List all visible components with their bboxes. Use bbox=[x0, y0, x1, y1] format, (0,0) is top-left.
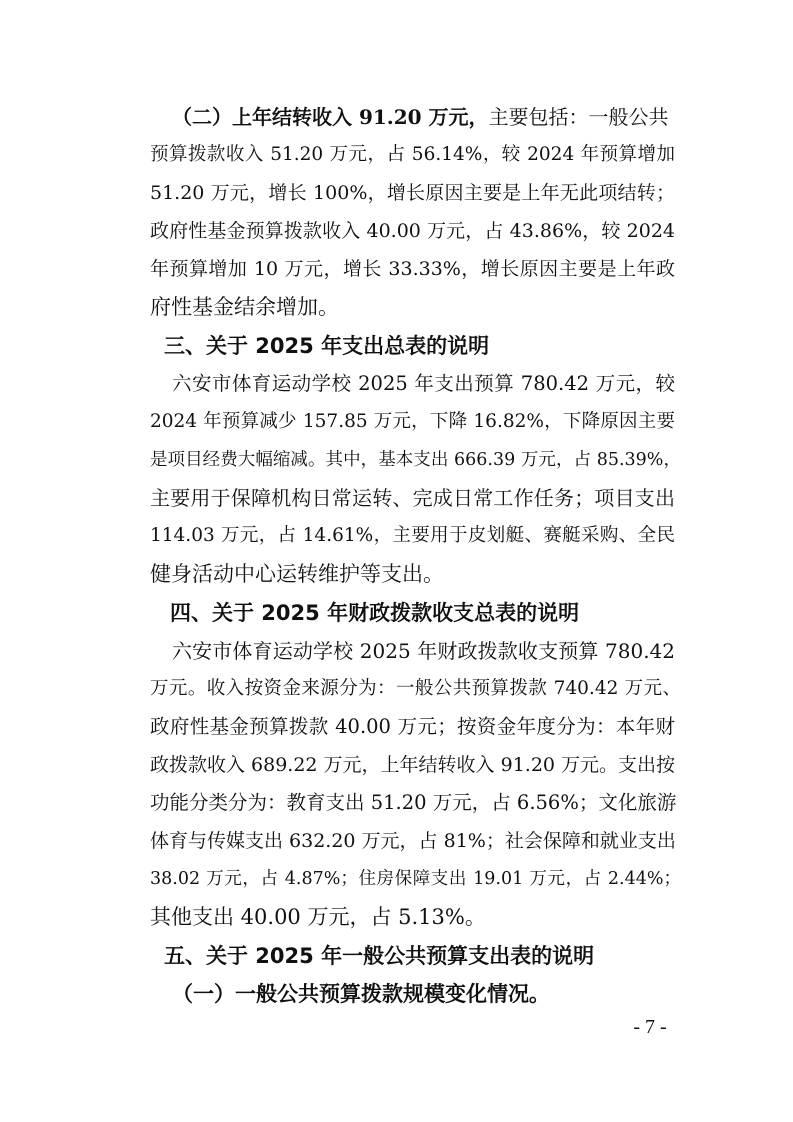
paragraph-fiscal-line-6: 体育与传媒支出 632.20 万元，占 81%；社会保障和就业支出 bbox=[150, 830, 676, 852]
paragraph-expenditure-line-6: 健身活动中心运转维护等支出。 bbox=[150, 562, 444, 586]
paragraph-fiscal-line-7: 38.02 万元，占 4.87%；住房保障支出 19.01 万元，占 2.44%； bbox=[150, 869, 681, 889]
paragraph-carryover-income-line-2: 预算拨款收入 51.20 万元，占 56.14%，较 2024 年预算增加 bbox=[150, 144, 675, 165]
paragraph-expenditure-line-2: 2024 年预算减少 157.85 万元，下降 16.82%，下降原因主要 bbox=[150, 411, 675, 432]
paragraph-carryover-income-line-6: 府性基金结余增加。 bbox=[150, 295, 339, 319]
paragraph-expenditure-line-5: 114.03 万元，占 14.61%，主要用于皮划艇、赛艇采购、全民 bbox=[150, 525, 675, 546]
paragraph-carryover-income-line-4: 政府性基金预算拨款收入 40.00 万元，占 43.86%，较 2024 bbox=[150, 220, 675, 242]
paragraph-fiscal-line-2: 万元。收入按资金来源分为：一般公共预算拨款 740.42 万元、 bbox=[150, 678, 681, 699]
heading-general-budget-expenditure: 五、关于 2025 年一般公共预算支出表的说明 bbox=[164, 944, 595, 968]
heading-fiscal-appropriation-summary: 四、关于 2025 年财政拨款收支总表的说明 bbox=[170, 601, 580, 625]
heading-expenditure-summary: 三、关于 2025 年支出总表的说明 bbox=[164, 334, 490, 358]
paragraph-carryover-income-line-3: 51.20 万元，增长 100%，增长原因主要是上年无此项结转； bbox=[150, 182, 675, 204]
paragraph-fiscal-line-4: 政拨款收入 689.22 万元，上年结转收入 91.20 万元。支出按 bbox=[150, 754, 676, 776]
paragraph-fiscal-line-1: 六安市体育运动学校 2025 年财政拨款收支预算 780.42 bbox=[172, 639, 675, 663]
subheading-general-budget-scale: （一）一般公共预算拨款规模变化情况。 bbox=[172, 982, 550, 1006]
page-number: - 7 - bbox=[633, 1016, 667, 1038]
paragraph-carryover-income-line-5: 年预算增加 10 万元，增长 33.33%，增长原因主要是上年政 bbox=[150, 258, 675, 280]
carryover-income-lead: （二）上年结转收入 91.20 万元， bbox=[172, 105, 489, 129]
paragraph-carryover-income-line-1 bbox=[172, 102, 675, 132]
paragraph-fiscal-line-8: 其他支出 40.00 万元，占 5.13%。 bbox=[150, 905, 486, 929]
paragraph-expenditure-line-4: 主要用于保障机构日常运转、完成日常工作任务；项目支出 bbox=[150, 486, 675, 510]
paragraph-expenditure-line-1: 六安市体育运动学校 2025 年支出预算 780.42 万元，较 bbox=[172, 372, 675, 395]
paragraph-fiscal-line-5: 功能分类分为：教育支出 51.20 万元，占 6.56%；文化旅游 bbox=[150, 791, 677, 814]
paragraph-expenditure-line-3: 是项目经费大幅缩减。其中，基本支出 666.39 万元，占 85.39%， bbox=[150, 450, 681, 470]
paragraph-fiscal-line-3: 政府性基金预算拨款 40.00 万元；按资金年度分为：本年财 bbox=[150, 715, 675, 738]
carryover-income-rest: 主要包括：一般公共 bbox=[488, 105, 669, 129]
